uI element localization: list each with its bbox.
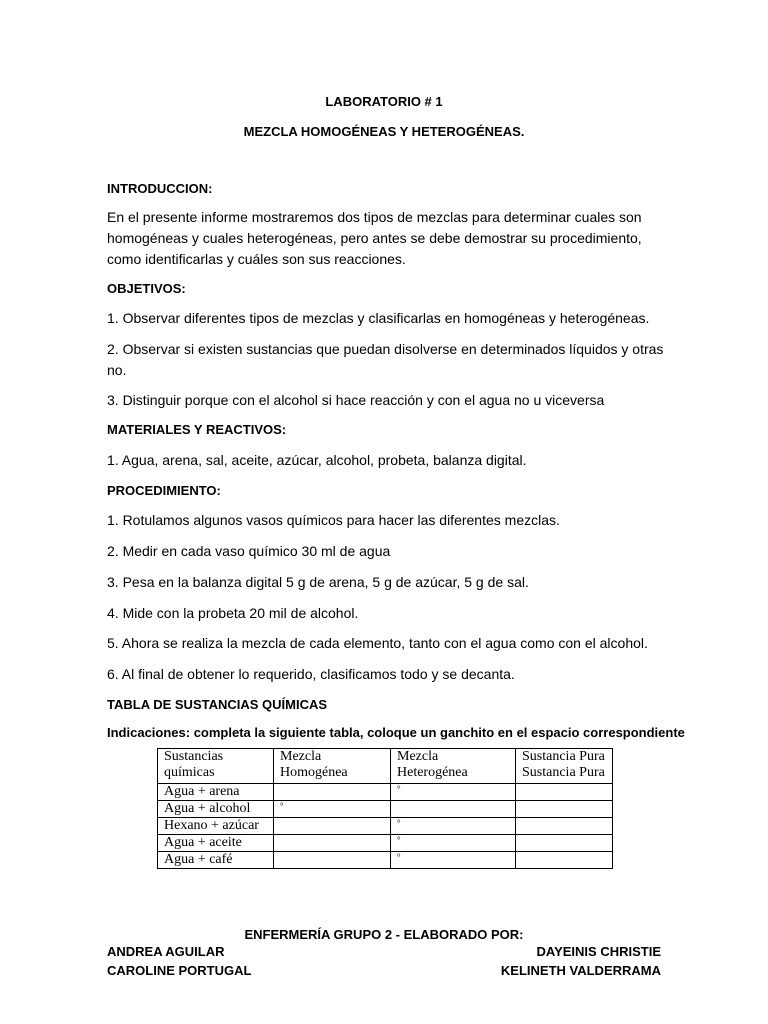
author-name: DAYEINIS CHRISTIE [536, 944, 661, 959]
table-cell: Agua + aceite [158, 835, 274, 852]
table-cell: ° [274, 801, 391, 818]
table-row [158, 835, 613, 852]
author-name: ANDREA AGUILAR [107, 944, 225, 959]
table-row [158, 801, 613, 818]
table-cell [516, 818, 613, 835]
table-cell [274, 835, 391, 852]
table-cell: Agua + arena [158, 784, 274, 801]
table-cell [516, 835, 613, 852]
column-header: Sustancia Pura Sustancia Pura [516, 749, 613, 784]
procedimiento-item: 3. Pesa en la balanza digital 5 g de arena, 5 g de azúcar, 5 g de sal. [107, 574, 529, 590]
author-name: CAROLINE PORTUGAL [107, 963, 252, 978]
materiales-heading: MATERIALES Y REACTIVOS: [107, 422, 287, 437]
procedimiento-item: 1. Rotulamos algunos vasos químicos para hacer las diferentes mezclas. [107, 512, 560, 528]
table-cell: ° [391, 835, 516, 852]
table-cell: ° [391, 818, 516, 835]
procedimiento-item: 2. Medir en cada vaso químico 30 ml de agua [107, 543, 391, 559]
footer-group-line: ENFERMERÍA GRUPO 2 - ELABORADO POR: [244, 927, 524, 942]
objetivo-item: 2. Observar si existen sustancias que puedan disolverse en determinados líquidos y otras no. [107, 341, 664, 378]
procedimiento-heading: PROCEDIMIENTO: [107, 483, 221, 498]
table-row [158, 852, 613, 869]
table-row [158, 784, 613, 801]
column-header: Mezcla Homogénea [274, 749, 391, 784]
material-item: 1. Agua, arena, sal, aceite, azúcar, alcohol, probeta, balanza digital. [107, 452, 527, 468]
column-header: Sustancias químicas [158, 749, 274, 784]
procedimiento-item: 5. Ahora se realiza la mezcla de cada elemento, tanto con el agua como con el alcohol. [107, 635, 648, 651]
table-cell [274, 818, 391, 835]
table-cell [274, 852, 391, 869]
tabla-instructions: Indicaciones: completa la siguiente tabla, coloque un ganchito en el espacio correspondiente [107, 725, 685, 740]
document-title: MEZCLA HOMOGÉNEAS Y HETEROGÉNEAS. [243, 124, 525, 139]
table-cell [516, 852, 613, 869]
table-cell: Agua + alcohol [158, 801, 274, 818]
tabla-heading: TABLA DE SUSTANCIAS QUÍMICAS [107, 697, 328, 712]
table-cell [274, 784, 391, 801]
objetivo-item: 1. Observar diferentes tipos de mezclas y clasificarlas en homogéneas y heterogéneas. [107, 310, 650, 326]
table-row [158, 818, 613, 835]
table-cell: Agua + café [158, 852, 274, 869]
objetivos-heading: OBJETIVOS: [107, 281, 186, 296]
table-cell [516, 801, 613, 818]
table-header-row [158, 749, 613, 784]
sustancias-table [157, 748, 613, 869]
column-header: Mezcla Heterogénea [391, 749, 516, 784]
introduccion-heading: INTRODUCCION: [107, 181, 213, 196]
objetivo-item: 3. Distinguir porque con el alcohol si hace reacción y con el agua no u viceversa [107, 392, 605, 408]
table-cell: ° [391, 784, 516, 801]
table-cell: ° [391, 852, 516, 869]
introduccion-text: En el presente informe mostraremos dos tipos de mezclas para determinar cuales son homogéneas y cuales heterogéneas, pero antes se debe demostrar su procedimiento, como identificarlas y cuáles son sus reacciones. [107, 209, 642, 267]
author-name: KELINETH VALDERRAMA [500, 963, 661, 978]
table-cell [516, 784, 613, 801]
procedimiento-item: 4. Mide con la probeta 20 mil de alcohol. [107, 605, 359, 621]
table-cell [391, 801, 516, 818]
procedimiento-item: 6. Al final de obtener lo requerido, clasificamos todo y se decanta. [107, 666, 515, 682]
table-cell: Hexano + azúcar [158, 818, 274, 835]
lab-number: LABORATORIO # 1 [325, 94, 443, 109]
